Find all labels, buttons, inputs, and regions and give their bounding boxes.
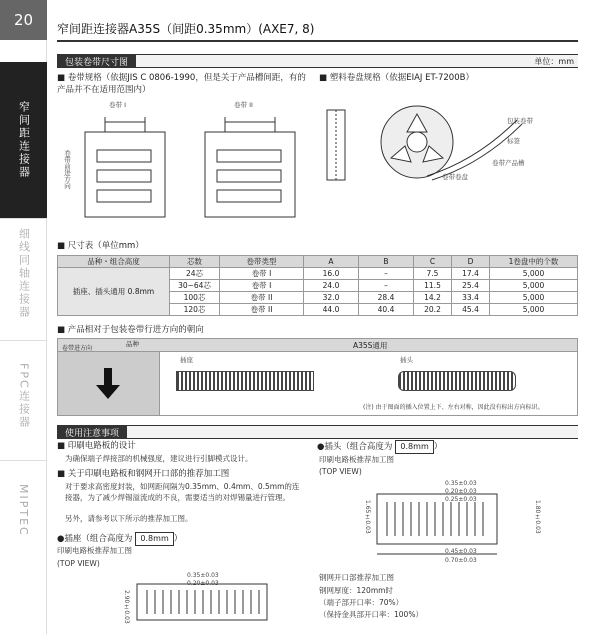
plug-top-view-label: (TOP VIEW) (319, 467, 362, 476)
table-cell: 5,000 (490, 292, 578, 304)
tape-direction-label: 卷带前进方向 (63, 150, 71, 189)
table-cell: 24芯 (170, 268, 220, 280)
col-header: 芯数 (170, 256, 220, 268)
table-cell: 卷带 I (220, 268, 304, 280)
sidebar-tab-coax[interactable]: 细线同轴连接器 (0, 218, 47, 328)
dim-label: 0.25±0.03 (445, 496, 477, 503)
table-cell: 45.4 (452, 304, 490, 316)
table-cell: 28.4 (359, 292, 414, 304)
plug-pcb-pattern-drawing (357, 480, 527, 570)
plug-connector-drawing (398, 371, 516, 391)
table-cell: 24.0 (304, 280, 359, 292)
dim-label: 0.70±0.03 (445, 557, 477, 564)
dim-label: 0.20±0.03 (445, 488, 477, 495)
socket-top-view-label: (TOP VIEW) (57, 559, 100, 568)
table-header-row (58, 256, 578, 268)
table-cell: 卷带 I (220, 280, 304, 292)
table-cell: 32.0 (304, 292, 359, 304)
tape1-drawing (75, 112, 185, 227)
page-number: 20 (0, 0, 47, 40)
dimensions-table (57, 255, 578, 316)
socket-label: 插座 (180, 356, 193, 364)
col-header: 1卷盘中的个数 (490, 256, 578, 268)
table-cell: 25.4 (452, 280, 490, 292)
table-cell: 33.4 (452, 292, 490, 304)
dim-label: 0.45±0.03 (445, 548, 477, 555)
category-cell: 插座、插头通用 0.8mm (58, 268, 170, 316)
stencil-title: ■ 关于印刷电路板和钢网开口部的推荐加工图 (57, 469, 230, 479)
plug-label: 插头 (400, 356, 413, 364)
sidebar-tab-miptec[interactable]: MIPTEC (0, 460, 47, 560)
plug-height-title: ●插头（组合高度为 0.8mm ） (317, 442, 443, 452)
reel-cover-label: 包装卷带 (507, 117, 533, 125)
table-cell: 20.2 (414, 304, 452, 316)
usage-section-bar (57, 425, 578, 439)
sidebar-tab-fpc[interactable]: FPC连接器 (0, 340, 47, 450)
orient-direction-label: 卷带进方向 (62, 345, 93, 352)
dim-label: 0.20±0.03 (187, 580, 219, 587)
plug-height-value: 0.8mm (395, 440, 433, 454)
col-header: D (452, 256, 490, 268)
table-cell: 44.0 (304, 304, 359, 316)
fixing-rate-label: （保持金具部开口率：100%） (319, 610, 423, 619)
tape-spec-text: ■ 卷带规格（依据JIS C 0806-1990，但是关于产品槽间距，有的产品并不在适用范围内） (57, 73, 306, 95)
orientation-heading: ■ 产品相对于包装卷带行进方向的朝向 (57, 325, 204, 335)
orientation-header (58, 339, 577, 352)
table-cell: 100芯 (170, 292, 220, 304)
socket-pcb-pattern-label: 印刷电路板推荐加工图 (57, 546, 132, 555)
dims-table-heading: ■ 尺寸表（单位mm） (57, 241, 144, 251)
table-cell: – (359, 268, 414, 280)
orientation-note: (注) 由于图面的插入位置上下、左右对称，因此没有标出方向标识。 (363, 404, 544, 411)
table-cell: 5,000 (490, 268, 578, 280)
reel-side-drawing (319, 100, 359, 190)
unit-label: 单位：mm (534, 57, 574, 66)
tape1-label: 卷带 I (109, 101, 126, 109)
dim-label: 0.35±0.03 (187, 572, 219, 579)
col-header: B (359, 256, 414, 268)
down-arrow-head-icon (96, 385, 120, 399)
pcb-design-text: 为确保端子焊接部的机械强度，建议进行引脚模式设计。 (65, 454, 253, 463)
col-header: A (304, 256, 359, 268)
title-rule (57, 40, 578, 42)
main-content (47, 0, 600, 634)
tape2-label: 卷带 II (234, 101, 253, 109)
reel-plate-label: 卷带卷盘 (442, 173, 468, 181)
dim-label: 1.80±0.03 (534, 500, 541, 534)
col-header: 品种・组合高度 (58, 256, 170, 268)
dim-label: 1.65±0.03 (364, 500, 371, 534)
tape2-drawing (195, 112, 305, 227)
table-cell: 5,000 (490, 280, 578, 292)
table-cell: 卷带 II (220, 292, 304, 304)
table-cell: 16.0 (304, 268, 359, 280)
socket-connector-drawing (176, 371, 314, 391)
orient-kind-label: 品种 (126, 340, 139, 348)
table-cell: 5,000 (490, 304, 578, 316)
col-header: 卷带类型 (220, 256, 304, 268)
orientation-box (57, 338, 578, 416)
plug-pcb-pattern-label: 印刷电路板推荐加工图 (319, 455, 394, 464)
table-cell: 30~64芯 (170, 280, 220, 292)
reel-label-tag: 标签 (507, 137, 520, 145)
socket-height-title: ●插座（组合高度为 0.8mm ） (57, 534, 183, 544)
col-header: C (414, 256, 452, 268)
sidebar-tab-narrow-pitch[interactable]: 窄间距连接器 (0, 62, 47, 218)
packaging-heading: 包装卷带尺寸图 (57, 54, 136, 68)
down-arrow-icon (104, 368, 112, 386)
dim-label: 0.35±0.03 (445, 480, 477, 487)
terminal-rate-label: （端子部开口率：70%） (319, 598, 404, 607)
table-cell: 40.4 (359, 304, 414, 316)
table-cell: 120芯 (170, 304, 220, 316)
table-cell: 卷带 II (220, 304, 304, 316)
table-cell: 14.2 (414, 292, 452, 304)
socket-height-value: 0.8mm (135, 532, 173, 546)
reel-spec-text: ■ 塑料卷盘规格（依据EIAJ ET-7200B） (319, 73, 474, 83)
table-cell: 11.5 (414, 280, 452, 292)
dim-label: 2.90±0.03 (123, 590, 130, 624)
usage-heading: 使用注意事项 (57, 425, 127, 439)
stencil-thickness-label: 钢网厚度：120mm时 (319, 586, 393, 595)
stencil-text-2: 另外，请参考以下所示的推荐加工图。 (65, 514, 193, 523)
pcb-design-title: ■ 印刷电路板的设计 (57, 441, 136, 451)
reel-pocket-label: 卷带产品槽 (492, 159, 525, 167)
packaging-section-bar (57, 54, 578, 68)
table-cell: 7.5 (414, 268, 452, 280)
orientation-arrow-cell (58, 352, 160, 415)
table-row (58, 268, 578, 280)
orient-common-label: A35S通用 (353, 341, 388, 350)
sidebar (0, 0, 47, 634)
stencil-text: 对于要求高密度封装，如网距间隔为0.35mm、0.4mm、0.5mm的连接器，为了减少焊锡溢流成的不良，需要适当的对焊锡量进行管理。 (65, 482, 300, 502)
page-title: 窄间距连接器A35S（间距0.35mm）(AXE7, 8) (57, 22, 315, 36)
table-cell: – (359, 280, 414, 292)
stencil-opening-label: 钢网开口部推荐加工图 (319, 573, 394, 582)
table-cell: 17.4 (452, 268, 490, 280)
